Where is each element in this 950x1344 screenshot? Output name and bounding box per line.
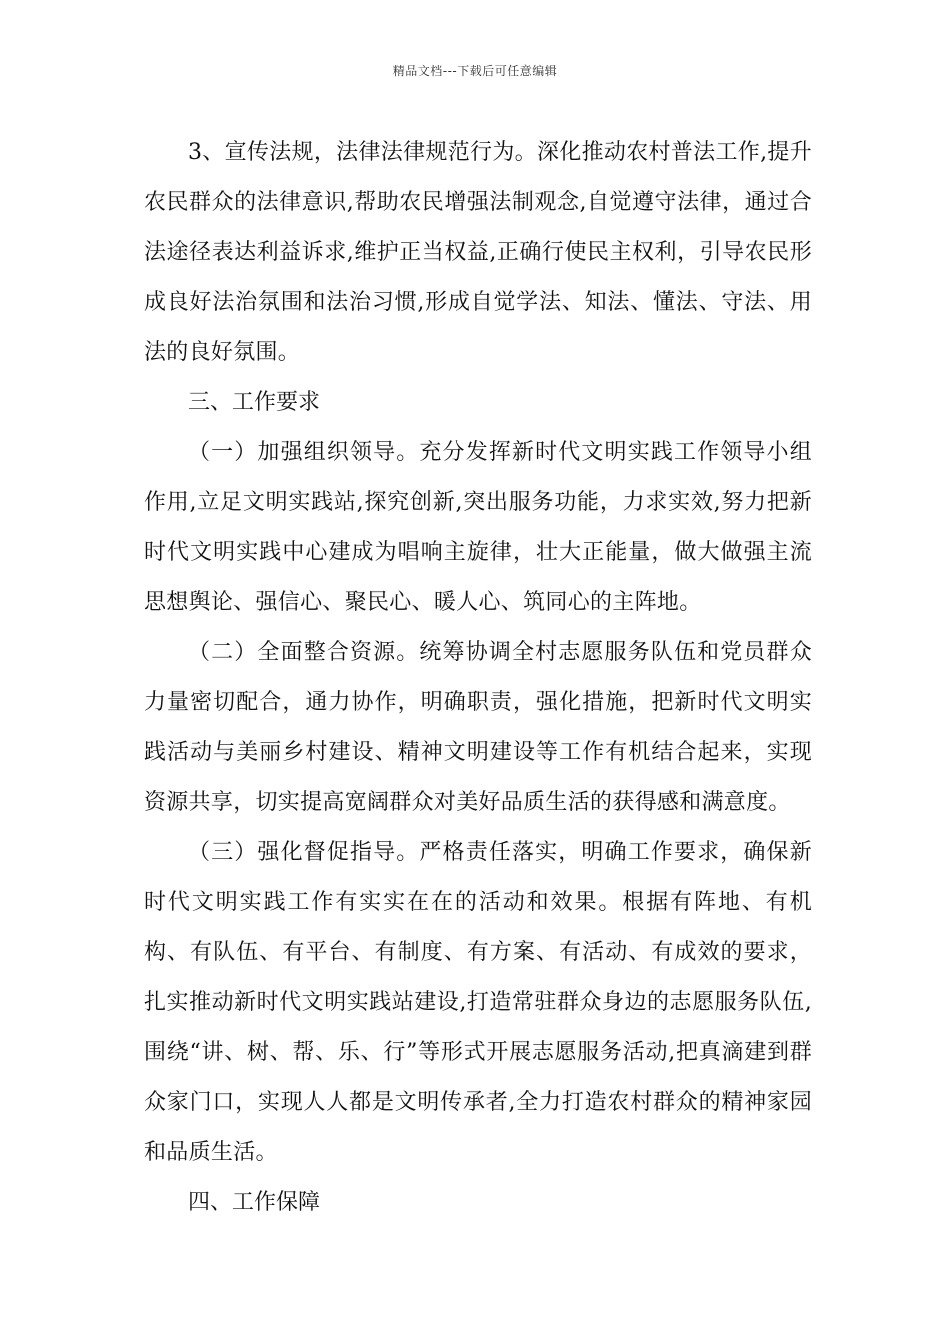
paragraph-strengthen-leadership: （一）加强组织领导。充分发挥新时代文明实践工作领导小组作用,立足文明实践站,探究创新,突出服务功能，力求实效,努力把新时代文明实践中心建成为唱响主旋律，壮大正能量，做大做强主流思想舆论、强信心、聚民心、暖人心、筑同心的主阵地。	[144, 440, 812, 615]
paragraph-supervision-guidance: （三）强化督促指导。严格责任落实，明确工作要求，确保新时代文明实践工作有实实在在的活动和效果。根据有阵地、有机构、有队伍、有平台、有制度、有方案、有活动、有成效的要求，扎实推动新时代文明实践站建设,打造常驻群众身边的志愿服务队伍,围绕“讲、树、帮、乐、行”等形式开展志愿服务活动,把真滴建到群众家门口，实现人人都是文明传承者,全力打造农村群众的精神家园和品质生活。	[144, 840, 812, 1165]
paragraph-publicize-law: 3、宣传法规，法律法律规范行为。深化推动农村普法工作,提升农民群众的法律意识,帮助农民增强法制观念,自觉遵守法律，通过合法途径表达利益诉求,维护正当权益,正确行使民主权利，引导农民形成良好法治氛围和法治习惯,形成自觉学法、知法、懂法、守法、用法的良好氛围。	[144, 140, 812, 365]
section-heading-work-requirements: 三、工作要求	[188, 390, 321, 415]
document-body	[144, 128, 812, 1228]
page-header: 精品文档---下载后可任意编辑	[392, 64, 558, 78]
paragraph-integrate-resources: （二）全面整合资源。统筹协调全村志愿服务队伍和党员群众力量密切配合，通力协作，明确职责，强化措施，把新时代文明实践活动与美丽乡村建设、精神文明建设等工作有机结合起来，实现资源共享，切实提高宽阔群众对美好品质生活的获得感和满意度。	[144, 640, 812, 815]
section-heading-work-guarantee: 四、工作保障	[188, 1190, 321, 1215]
